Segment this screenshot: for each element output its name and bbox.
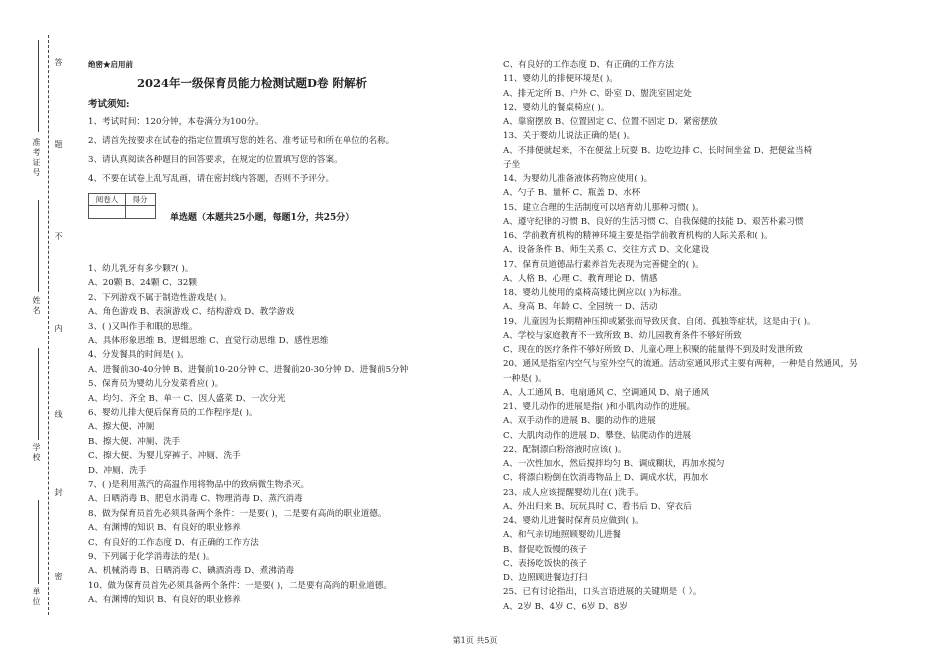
score-label: 得分 [132, 195, 148, 204]
question-line: 14、为婴幼儿准备液体药物应使用( )。 [503, 174, 653, 184]
question-line: 18、婴幼儿使用的桌椅高矮比例应以( )为标准。 [503, 288, 687, 298]
question-line: A、角色游戏 B、表演游戏 C、结构游戏 D、教学游戏 [88, 307, 295, 318]
question-line: A、靠窗摆放 B、位置固定 C、位置不固定 D、紧密摆放 [503, 117, 718, 127]
question-line: A、机械消毒 B、日晒消毒 C、碘酒消毒 D、煮沸消毒 [88, 566, 295, 577]
unit-label: 单位 [32, 587, 41, 607]
question-line: 3、( )又叫作手和眼的思维。 [88, 321, 198, 332]
cut-mark: 密 [54, 572, 63, 582]
name-field[interactable] [38, 200, 39, 292]
question-line: B、擦大便、冲厕、洗手 [88, 436, 181, 447]
question-line: 10、做为保育员首先必须具备两个条件：一是要( )，二是要有高尚的职业道德。 [88, 580, 392, 591]
question-line: A、进餐前30-40分钟 B、进餐前10-20分钟 C、进餐前20-30分钟 D、进餐前5分钟 [88, 364, 409, 375]
question-line: 21、婴儿动作的进展是指( )和小肌肉动作的进展。 [503, 402, 696, 412]
question-line: 23、成人应该提醒婴幼儿在( )洗手。 [503, 487, 644, 498]
school-field[interactable] [38, 348, 39, 440]
question-line: A、设备条件 B、师生关系 C、交往方式 D、文化建设 [503, 245, 710, 256]
question-line: A、2岁 B、4岁 C、6岁 D、8岁 [503, 601, 628, 612]
question-line: A、排无定所 B、户外 C、卧室 D、盥洗室固定处 [503, 88, 692, 99]
cut-mark: 内 [54, 324, 63, 334]
question-line: 7、( )是利用蒸汽的高温作用将物品中的致病微生物杀灭。 [88, 480, 310, 490]
question-line: 1、幼儿乳牙有多少颗?( )。 [88, 264, 194, 274]
question-line: A、均匀、齐全 B、单一 C、因人盛菜 D、一次分光 [88, 393, 286, 404]
question-line: 4、分发餐具的时间是( )。 [88, 350, 189, 361]
question-line: A、擦大便、冲厕 [88, 422, 155, 433]
question-line: D、冲厕、洗手 [88, 465, 147, 476]
unit-field[interactable] [38, 500, 39, 584]
cut-mark: 封 [54, 488, 63, 498]
name-label: 姓名 [32, 296, 41, 316]
question-line: 24、婴幼儿进餐时保育员应做到( )。 [503, 516, 644, 526]
question-line: A、有渊博的知识 B、有良好的职业修养 [88, 523, 241, 534]
question-line: 20、通风是指室内空气与室外空气的流通。活动室通风形式主要有两种，一种是自然通风，另 [503, 359, 858, 370]
question-line: A、有渊博的知识 B、有良好的职业修养 [88, 595, 241, 606]
question-line: A、学校与家庭教育不一致所致 B、幼儿园教育条件不够好所致 [503, 330, 742, 341]
question-line: C、有良好的工作态度 D、有正确的工作方法 [88, 537, 259, 548]
question-line: 11、婴幼儿的排便环境是( )。 [503, 74, 618, 85]
question-line: A、和气亲切地照顾婴幼儿进餐 [503, 530, 621, 541]
notice-item: 1、考试时间：120分钟，本卷满分为100分。 [88, 117, 264, 127]
question-line: C、将漂白粉倒在饮消毒物品上 D、调成水状，再加水 [503, 473, 709, 484]
notice-item: 4、不要在试卷上乱写乱画，请在密封线内答题，否则不予评分。 [88, 174, 335, 184]
question-line: 15、建立合理的生活制度可以培育幼儿那种习惯( )。 [503, 202, 704, 213]
question-line: 19、儿童因为长期精神压抑或紧张而导致厌食、自闭、孤独等症状，这是由于( )。 [503, 316, 816, 327]
question-line: A、人工通风 B、电扇通风 C、空调通风 D、扇子通风 [503, 387, 710, 398]
question-line: B、督促吃饭慢的孩子 [503, 544, 587, 555]
notice-item: 3、请认真阅读各种题目的回答要求，在规定的位置填写您的答案。 [88, 155, 343, 165]
question-line: A、勺子 B、量杯 C、瓶盖 D、水杯 [503, 188, 641, 199]
question-line: 9、下列属于化学消毒法的是( )。 [88, 552, 215, 562]
secret-mark: 绝密★启用前 [88, 60, 133, 69]
question-line: 16、学前教育机构的精神环境主要是指学前教育机构的人际关系和( )。 [503, 231, 773, 241]
question-line: 17、保育员道德品行素养首先表现为完善健全的( )。 [503, 259, 704, 270]
cut-mark: 题 [54, 140, 63, 150]
scorer-box [88, 193, 156, 219]
question-line: C、现在的医疗条件不够好所致 D、儿童心理上积聚的能量得不到及时发泄所致 [503, 345, 803, 355]
scorer-label: 阅卷人 [95, 195, 119, 204]
question-line: A、一次性加水，然后搅拌均匀 B、调成糊状，再加水搅匀 [503, 459, 725, 469]
question-line: 一种是( )。 [503, 373, 547, 384]
question-line: 25、已有讨论指出，口头言语进展的关键期是（ ）。 [503, 587, 702, 598]
question-line: A、遵守纪律的习惯 B、良好的生活习惯 C、自我保健的技能 D、艰苦朴素习惯 [503, 216, 804, 227]
question-line: C、有良好的工作态度 D、有正确的工作方法 [503, 60, 674, 70]
page-number: 第1页 共5页 [452, 636, 498, 645]
cut-mark: 线 [54, 410, 63, 420]
section-heading: 单选题（本题共25小题，每题1分，共25分） [170, 213, 355, 223]
exam-number-label: 准考证号 [32, 138, 41, 178]
exam-number-field[interactable] [38, 40, 39, 132]
question-line: 5、保育员为婴幼儿分发菜肴应( )。 [88, 379, 224, 390]
cut-mark: 不 [54, 232, 63, 242]
question-line: A、具体形象思维 B、逻辑思维 C、直觉行动思维 D、感性思维 [88, 336, 329, 346]
question-line: A、双手动作的进展 B、腿的动作的进展 [503, 416, 656, 427]
question-line: A、不排便就起来，不在便盆上玩耍 B、边吃边排 C、长时间坐盆 D、把便盆当椅 [503, 145, 813, 156]
question-line: C、大肌肉动作的进展 D、攀登、钻爬动作的进展 [503, 430, 692, 441]
page-title: 2024年一级保育员能力检测试题D卷 附解析 [137, 76, 367, 90]
question-line: A、外出归来 B、玩玩具时 C、看书后 D、穿衣后 [503, 501, 692, 512]
cut-mark: 答 [54, 58, 63, 68]
seal-line [48, 35, 49, 615]
question-line: A、人格 B、心理 C、教育理论 D、情感 [503, 273, 658, 284]
school-label: 学校 [32, 443, 41, 463]
question-line: 13、关于婴幼儿说法正确的是( )。 [503, 131, 636, 142]
question-line: 8、做为保育员首先必须具备两个条件：一是要( )，二是要有高尚的职业道德。 [88, 508, 387, 519]
question-line: 2、下列游戏不属于制造性游戏是( )。 [88, 292, 232, 303]
question-line: D、边照顾进餐边打扫 [503, 573, 588, 583]
question-line: 22、配制漂白粉溶液时应该( )。 [503, 444, 627, 455]
question-line: A、20颗 B、24颗 C、32颗 [88, 278, 197, 289]
notice-item: 2、请首先按要求在试卷的指定位置填写您的姓名、准考证号和所在单位的名称。 [88, 136, 395, 146]
question-line: 6、婴幼儿排大便后保育员的工作程序是( )。 [88, 408, 258, 418]
question-line: 12、婴幼儿的餐桌椅应( )。 [503, 102, 610, 113]
question-line: A、日晒消毒 B、肥皂水消毒 C、物理消毒 D、蒸汽消毒 [88, 494, 303, 505]
question-line: A、身高 B、年龄 C、全园统一 D、活动 [503, 302, 658, 313]
question-line: C、擦大便、为婴儿穿裤子、冲厕、洗手 [88, 451, 241, 462]
question-line: C、表扬吃饭快的孩子 [503, 558, 587, 569]
question-line: 子坐 [503, 159, 521, 170]
notice-heading: 考试须知: [88, 99, 130, 110]
